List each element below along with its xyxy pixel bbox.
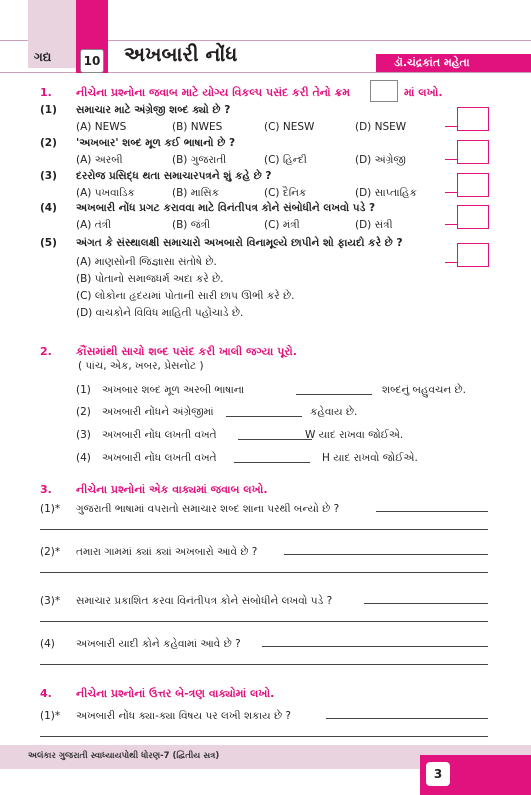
fill-before: અખબારી નોંધ લખતી વખતે bbox=[102, 429, 217, 441]
option: (B) માસિક bbox=[172, 187, 220, 199]
footer-text: અલંકાર ગુજરાતી સ્વાધ્યાયપોથી ધોરણ-7 (દ્વિતીય સત્ર) bbox=[28, 751, 220, 761]
answer-number: (1)* bbox=[40, 710, 61, 722]
option: (B) પોતાનો સમાજધર્મ અદા કરે છે. bbox=[76, 273, 224, 285]
answer-line bbox=[40, 621, 488, 622]
answer-question: તમારા ગામમાં ક્યાં ક્યાં અખબારો આવે છે ? bbox=[76, 546, 258, 558]
answer-tick bbox=[445, 192, 457, 193]
page-title: અખબારી નોંધ bbox=[124, 42, 238, 66]
option: (A) પખવાડિક bbox=[76, 187, 135, 199]
question-number: (5) bbox=[40, 237, 57, 249]
author-label: ડૉ.ચંદ્રકાંત મહેતા bbox=[376, 54, 531, 72]
answer-tick bbox=[445, 262, 457, 263]
question-number: (3) bbox=[40, 170, 57, 182]
fill-blank bbox=[226, 416, 302, 417]
question-number: (4) bbox=[40, 202, 57, 214]
fill-number: (1) bbox=[76, 384, 91, 396]
answer-box bbox=[457, 243, 489, 267]
option: (C) NESW bbox=[264, 121, 315, 133]
answer-tick bbox=[445, 159, 457, 160]
option: (D) અંગ્રેજી bbox=[355, 154, 406, 166]
inline-answer-box bbox=[370, 80, 398, 102]
question-text: 'અખબાર' શબ્દ મૂળ કઈ ભાષાનો છે ? bbox=[76, 137, 236, 149]
fill-after: શબ્દનું બહુવચન છે. bbox=[382, 384, 466, 396]
question-number: (2) bbox=[40, 137, 57, 149]
answer-line bbox=[40, 529, 488, 530]
section4-number: 4. bbox=[40, 687, 52, 700]
option: (A) NEWS bbox=[76, 121, 127, 133]
question-text: દરરોજ પ્રસિદ્ધ થતા સમાચારપત્રને શું કહે છે ? bbox=[76, 170, 272, 182]
answer-tick bbox=[445, 224, 457, 225]
option: (A) માણસોની જિજ્ઞાસા સંતોષે છે. bbox=[76, 256, 217, 268]
fill-blank bbox=[238, 439, 312, 440]
question-text: અખબારી નોંધ પ્રગટ કરાવવા માટે વિનંતીપત્ર કોને સંબોધીને લખવો પડે ? bbox=[76, 202, 376, 214]
answer-line bbox=[326, 718, 488, 719]
answer-question: ગુજરાતી ભાષામાં વપરાતો સમાચાર શબ્દ શાના પરથી બન્યો છે ? bbox=[76, 503, 340, 515]
fill-number: (2) bbox=[76, 406, 91, 418]
answer-number: (2)* bbox=[40, 546, 61, 558]
fill-blank bbox=[234, 462, 310, 463]
fill-after: કહેવાય છે. bbox=[310, 406, 358, 418]
option: (D) વાચકોને વિવિધ માહિતી પહોંચાડે છે. bbox=[76, 307, 244, 319]
question-number: (1) bbox=[40, 104, 57, 116]
answer-line bbox=[40, 572, 488, 573]
fill-number: (4) bbox=[76, 452, 91, 464]
answer-line bbox=[376, 511, 488, 512]
answer-question: અખબારી નોંધ ક્યા-ક્યા વિષય પર લખી શકાય છે ? bbox=[76, 710, 292, 722]
answer-line bbox=[40, 664, 488, 665]
option: (C) લોકોના હૃદયમાં પોતાની સારી છાપ ઊભી કરે છે. bbox=[76, 290, 295, 302]
fill-before: અખબારી નોંધ લખતી વખતે bbox=[102, 452, 217, 464]
page-number: 3 bbox=[426, 762, 450, 786]
fill-after: W યાદ રાખવા જોઈએ. bbox=[305, 429, 404, 441]
question-text: સમાચાર માટે અંગ્રેજી શબ્દ ક્યો છે ? bbox=[76, 104, 231, 116]
answer-question: સમાચાર પ્રકાશિત કરવા વિનંતીપત્ર કોને સંબોધીને લખવો પડે ? bbox=[76, 595, 333, 607]
section3-instruction: નીચેના પ્રશ્નોનાં એક વાક્યમાં જવાબ લખો. bbox=[76, 483, 268, 496]
section4-instruction: નીચેના પ્રશ્નોનાં ઉત્તર બે-ત્રણ વાક્યોમાં લખો. bbox=[76, 687, 275, 700]
option: (D) સાપ્તાહિક bbox=[355, 187, 417, 199]
option: (A) અરબી bbox=[76, 154, 123, 166]
option: (C) મંત્રી bbox=[264, 219, 300, 231]
answer-line bbox=[364, 603, 488, 604]
option: (C) દૈનિક bbox=[264, 187, 307, 199]
answer-question: અખબારી યાદી કોને કહેવામાં આવે છે ? bbox=[76, 638, 241, 650]
gad-label: ગદ્ય bbox=[34, 50, 52, 64]
answer-line bbox=[284, 554, 488, 555]
fill-before: અખબાર શબ્દ મૂળ અરબી ભાષાના bbox=[102, 384, 245, 396]
answer-box bbox=[457, 107, 489, 131]
answer-box bbox=[457, 173, 489, 197]
question-text: અંગત કે સંસ્થાલક્ષી સમાચારો અખબારો વિનામૂલ્યે છાપીને શો ફાયદો કરે છે ? bbox=[76, 237, 403, 249]
chapter-number: 10 bbox=[80, 49, 104, 73]
fill-after: H યાદ રાખવો જોઈએ. bbox=[322, 452, 418, 464]
option: (B) જંત્રી bbox=[172, 219, 211, 231]
section2-word-bank: ( પાંચ, એક, ખબર, પ્રેસનોટ ) bbox=[78, 360, 204, 372]
answer-box bbox=[457, 140, 489, 164]
answer-line bbox=[40, 736, 488, 737]
section2-number: 2. bbox=[40, 345, 52, 358]
fill-before: અખબારી નોંધને અંગ્રેજીમાં bbox=[102, 406, 214, 418]
fill-number: (3) bbox=[76, 429, 91, 441]
section1-instruction: નીચેના પ્રશ્નોના જવાબ માટે યોગ્ય વિકલ્પ પસંદ કરી તેનો ક્રમ bbox=[76, 86, 351, 99]
option: (A) તંત્રી bbox=[76, 219, 112, 231]
answer-number: (4) bbox=[40, 638, 55, 650]
option: (D) સંત્રી bbox=[355, 219, 393, 231]
option: (B) NWES bbox=[172, 121, 223, 133]
option: (D) NSEW bbox=[355, 121, 407, 133]
section1-number: 1. bbox=[40, 86, 52, 99]
answer-line bbox=[262, 646, 488, 647]
answer-number: (3)* bbox=[40, 595, 61, 607]
option: (C) હિન્દી bbox=[264, 154, 307, 166]
section3-number: 3. bbox=[40, 483, 52, 496]
option: (B) ગુજરાતી bbox=[172, 154, 227, 166]
answer-tick bbox=[445, 126, 457, 127]
fill-blank bbox=[296, 394, 372, 395]
section1-instruction-end: માં લખો. bbox=[404, 86, 443, 99]
answer-box bbox=[457, 205, 489, 229]
answer-number: (1)* bbox=[40, 503, 61, 515]
section2-instruction: કૌંસમાંથી સાચો શબ્દ પસંદ કરી ખાલી જગ્યા પૂરો. bbox=[76, 345, 297, 358]
